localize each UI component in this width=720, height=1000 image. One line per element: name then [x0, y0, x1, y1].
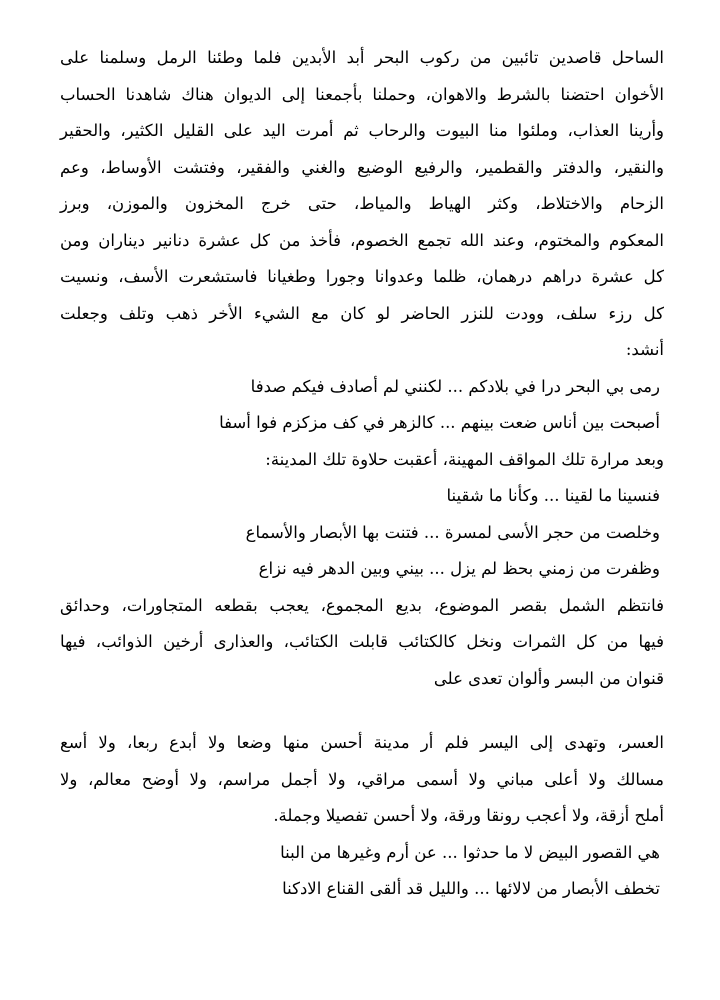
text-line: فانتظم الشمل بقصر الموضوع، بديع المجموع، يعجب بقطعه المتجاورات، وحدائق	[60, 595, 664, 615]
verse-block-3	[60, 835, 664, 908]
verse-line: فنسينا ما لقينا ... وكأنا ما شقينا	[446, 486, 660, 505]
verse-line: هي القصور البيض لا ما حدثوا ... عن أرم وغيرها من البنا	[280, 842, 660, 862]
text-line: أملح أزقة، ولا أعجب رونقا ورقة، ولا أحسن تفصيلا وجملة.	[273, 806, 664, 825]
paragraph-2	[60, 588, 664, 698]
text-line: وأرينا العذاب، وملئوا منا البيوت والرحاب ثم أمرت اليد على القليل الكثير، والحقير	[60, 121, 664, 140]
verse-block-1	[60, 369, 664, 442]
text-line: الساحل قاصدين تائبين من ركوب البحر أبد الأبدين فلما وطئنا الرمل وسلمنا على	[60, 48, 664, 67]
text-line: كل رزء سلف، وودت للنزر الحاضر لو كان مع الشيء الأخر ذهب وتلف وجعلت	[60, 303, 664, 323]
intro-line: وبعد مرارة تلك المواقف المهينة، أعقبت حلاوة تلك المدينة:	[265, 449, 664, 469]
verse-line: وخلصت من حجر الأسى لمسرة ... فتنت بها الأبصار والأسماع	[245, 522, 660, 542]
text-line: الزحام والاختلاط، وكثر الهياط والمياط، حتى خرج المخزون والموزن، وبرز	[60, 194, 664, 213]
verse-line: أصبحت بين أناس ضعت بينهم ... كالزهر في كف مزكزم فوا أسفا	[219, 413, 660, 432]
document-page	[60, 40, 664, 908]
verse-line: وظفرت من زمني بحظ لم يزل ... بيني وبين الدهر فيه نزاع	[258, 559, 660, 578]
text-line: المعكوم والمختوم، وعند الله تجمع الخصوم، فأخذ من كل عشرة دنانير ديناران ومن	[60, 230, 664, 250]
text-line: مسالك ولا أعلى مباني ولا أسمى مراقي، ولا أجمل مراسم، ولا أوضح معالم، ولا	[60, 769, 664, 789]
paragraph-gap	[60, 697, 664, 725]
paragraph-3	[60, 725, 664, 835]
text-line: العسر، وتهدى إلى اليسر فلم أر مدينة أحسن منها وضعا ولا أبدع ربعا، ولا أسع	[60, 733, 664, 752]
verse-line: رمى بي البحر درا في بلادكم ... لكنني لم أصادف فيكم صدفا	[250, 376, 660, 396]
text-line: أنشد:	[625, 340, 664, 359]
text-line: والنقير، والدفتر والقطمير، والرفيع الوضيع والغني والفقير، وفتشت الأوساط، وعم	[60, 157, 664, 177]
text-line: كل عشرة دراهم درهمان، ظلما وعدوانا وجورا وطغيانا فاستشعرت الأسف، ونسيت	[60, 267, 664, 286]
paragraph-1	[60, 40, 664, 369]
text-line: الأخوان احتضنا بالشرط والاهوان، وحملنا بأجمعنا إلى الديوان هناك شاهدنا الحساب	[60, 84, 664, 104]
verse-block-2	[60, 478, 664, 588]
text-line: قنوان من البسر وألوان تعدى على	[433, 668, 664, 688]
text-line: فيها من كل الثمرات ونخل كالكتائب قابلت الكتائب، والعذارى أرخين الذوائب، فيها	[60, 632, 664, 651]
verse-line: تخطف الأبصار من لالائها ... والليل قد ألقى القناع الادكنا	[282, 879, 660, 898]
